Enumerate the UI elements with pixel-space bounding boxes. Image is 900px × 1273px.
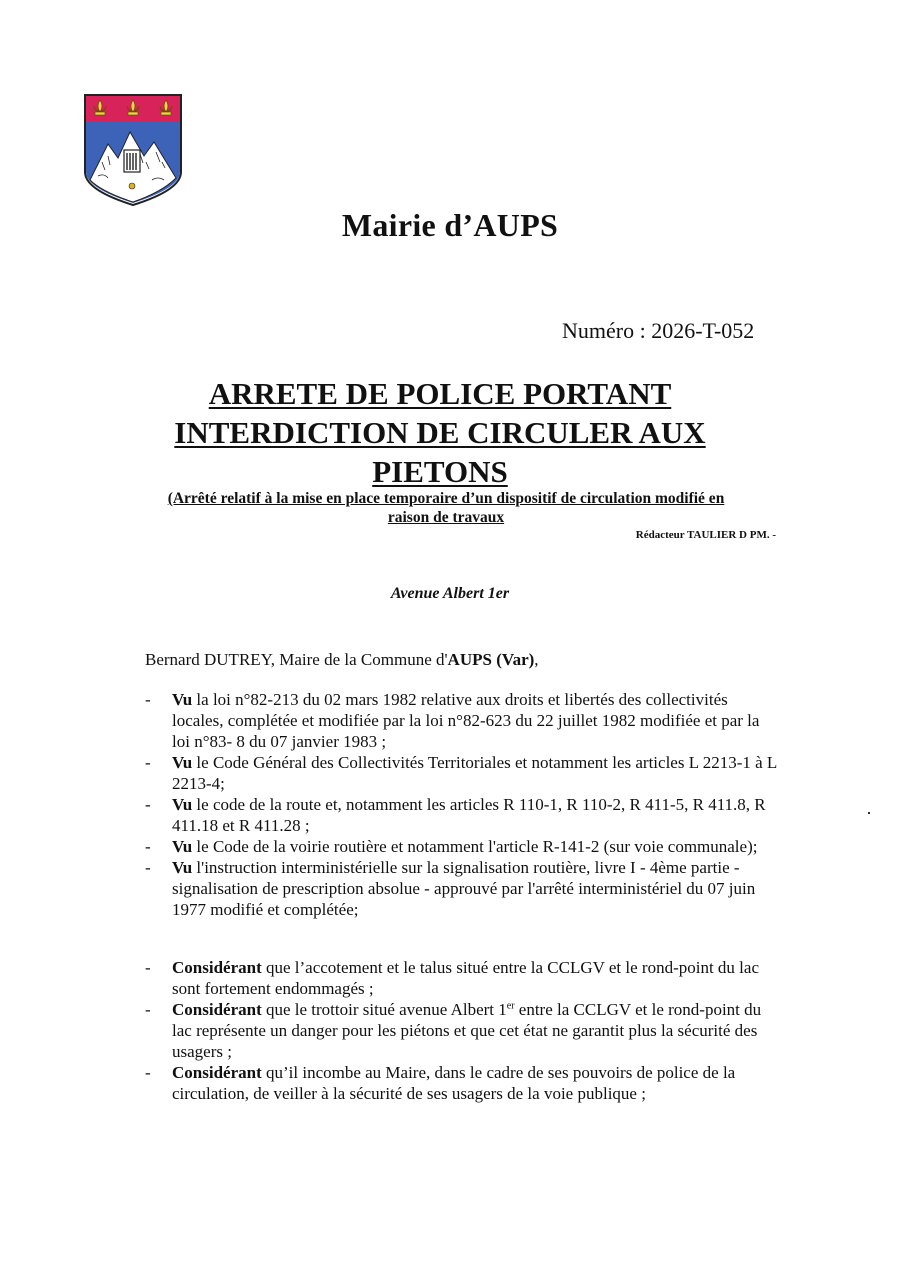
ordinal-suffix: er (506, 1000, 515, 1012)
mayor-suffix: , (534, 650, 539, 669)
considerant-text: que l’accotement et le talus situé entre la CCLGV et le rond-point du lac sont fortement endommagés ; (172, 958, 759, 998)
dash-marker: - (145, 753, 151, 772)
list-item (145, 857, 780, 920)
title-line-3: PIETONS (372, 454, 508, 489)
vu-keyword: Vu (172, 795, 193, 814)
vu-text: le Code Général des Collectivités Territoriales et notamment les articles L 2213-1 à L 2213-4; (172, 753, 777, 793)
subtitle-line-1: (Arrêté relatif à la mise en place temporaire d’un dispositif de circulation modifié en (167, 490, 725, 507)
considerant-keyword: Considérant (172, 1000, 262, 1019)
list-item (145, 1062, 780, 1104)
street-name: Avenue Albert 1er (390, 585, 510, 602)
arrete-subtitle (96, 489, 796, 527)
coat-of-arms (82, 92, 184, 208)
dash-marker: - (145, 1000, 151, 1019)
considerant-text: que le trottoir situé avenue Albert 1 (261, 1000, 507, 1019)
arrete-number: Numéro : 2026-T-052 (562, 318, 755, 343)
list-item (145, 689, 780, 752)
considerant-text-tail: entre la CCLGV et le rond-point du lac représente un danger pour les piétons et que cet état ne garantit plus la sécurité des usagers ; (172, 1000, 762, 1061)
considerant-keyword: Considérant (172, 958, 262, 977)
subtitle-line-2: raison de travaux (387, 509, 505, 526)
coat-of-arms-icon (82, 92, 184, 208)
vu-list (145, 689, 780, 920)
list-item (145, 957, 780, 999)
arrete-title (110, 374, 770, 491)
mayor-prefix: Bernard DUTREY, Maire de la Commune d' (145, 650, 448, 669)
redacteur-note: Rédacteur TAULIER D PM. - (635, 529, 776, 541)
vu-keyword: Vu (172, 753, 193, 772)
mayor-line (145, 650, 539, 670)
commune-name: AUPS (Var) (447, 650, 535, 669)
list-item (145, 999, 780, 1062)
vu-keyword: Vu (172, 858, 193, 877)
dash-marker: - (145, 690, 151, 709)
considerant-keyword: Considérant (172, 1063, 262, 1082)
vu-text: la loi n°82-213 du 02 mars 1982 relative aux droits et libertés des collectivités locales, complétée et modifiée par la loi n°82-623 du 22 juillet 1982 modifiée et par la loi n°83- 8 du 07 janvier 1983 ; (172, 690, 760, 751)
dash-marker: - (145, 858, 151, 877)
vu-text: le code de la route et, notamment les articles R 110-1, R 110-2, R 411-5, R 411.8, R 411.18 et R 411.28 ; (172, 795, 766, 835)
town-title: Mairie d’AUPS (341, 207, 559, 243)
dash-marker: - (145, 958, 151, 977)
dash-marker: - (145, 837, 151, 856)
dash-marker: - (145, 1063, 151, 1082)
list-item (145, 794, 780, 836)
considerant-list (145, 957, 780, 1104)
vu-text: le Code de la voirie routière et notamment l'article R-141-2 (sur voie communale); (192, 837, 758, 856)
vu-keyword: Vu (172, 690, 193, 709)
vu-text: l'instruction interministérielle sur la signalisation routière, livre I - 4ème partie - signalisation de prescription absolue - approuvé par l'arrêté interministériel du 07 juin 1977 modifié et complétée; (172, 858, 756, 919)
title-line-1: ARRETE DE POLICE PORTANT (208, 376, 672, 411)
vu-keyword: Vu (172, 837, 193, 856)
list-item (145, 836, 780, 857)
scan-speck (868, 812, 870, 814)
title-line-2: INTERDICTION DE CIRCULER AUX (174, 415, 706, 450)
considerant-text: qu’il incombe au Maire, dans le cadre de ses pouvoirs de police de la circulation, de veiller à la sécurité de ses usagers de la voie publique ; (172, 1063, 736, 1103)
dash-marker: - (145, 795, 151, 814)
list-item (145, 752, 780, 794)
